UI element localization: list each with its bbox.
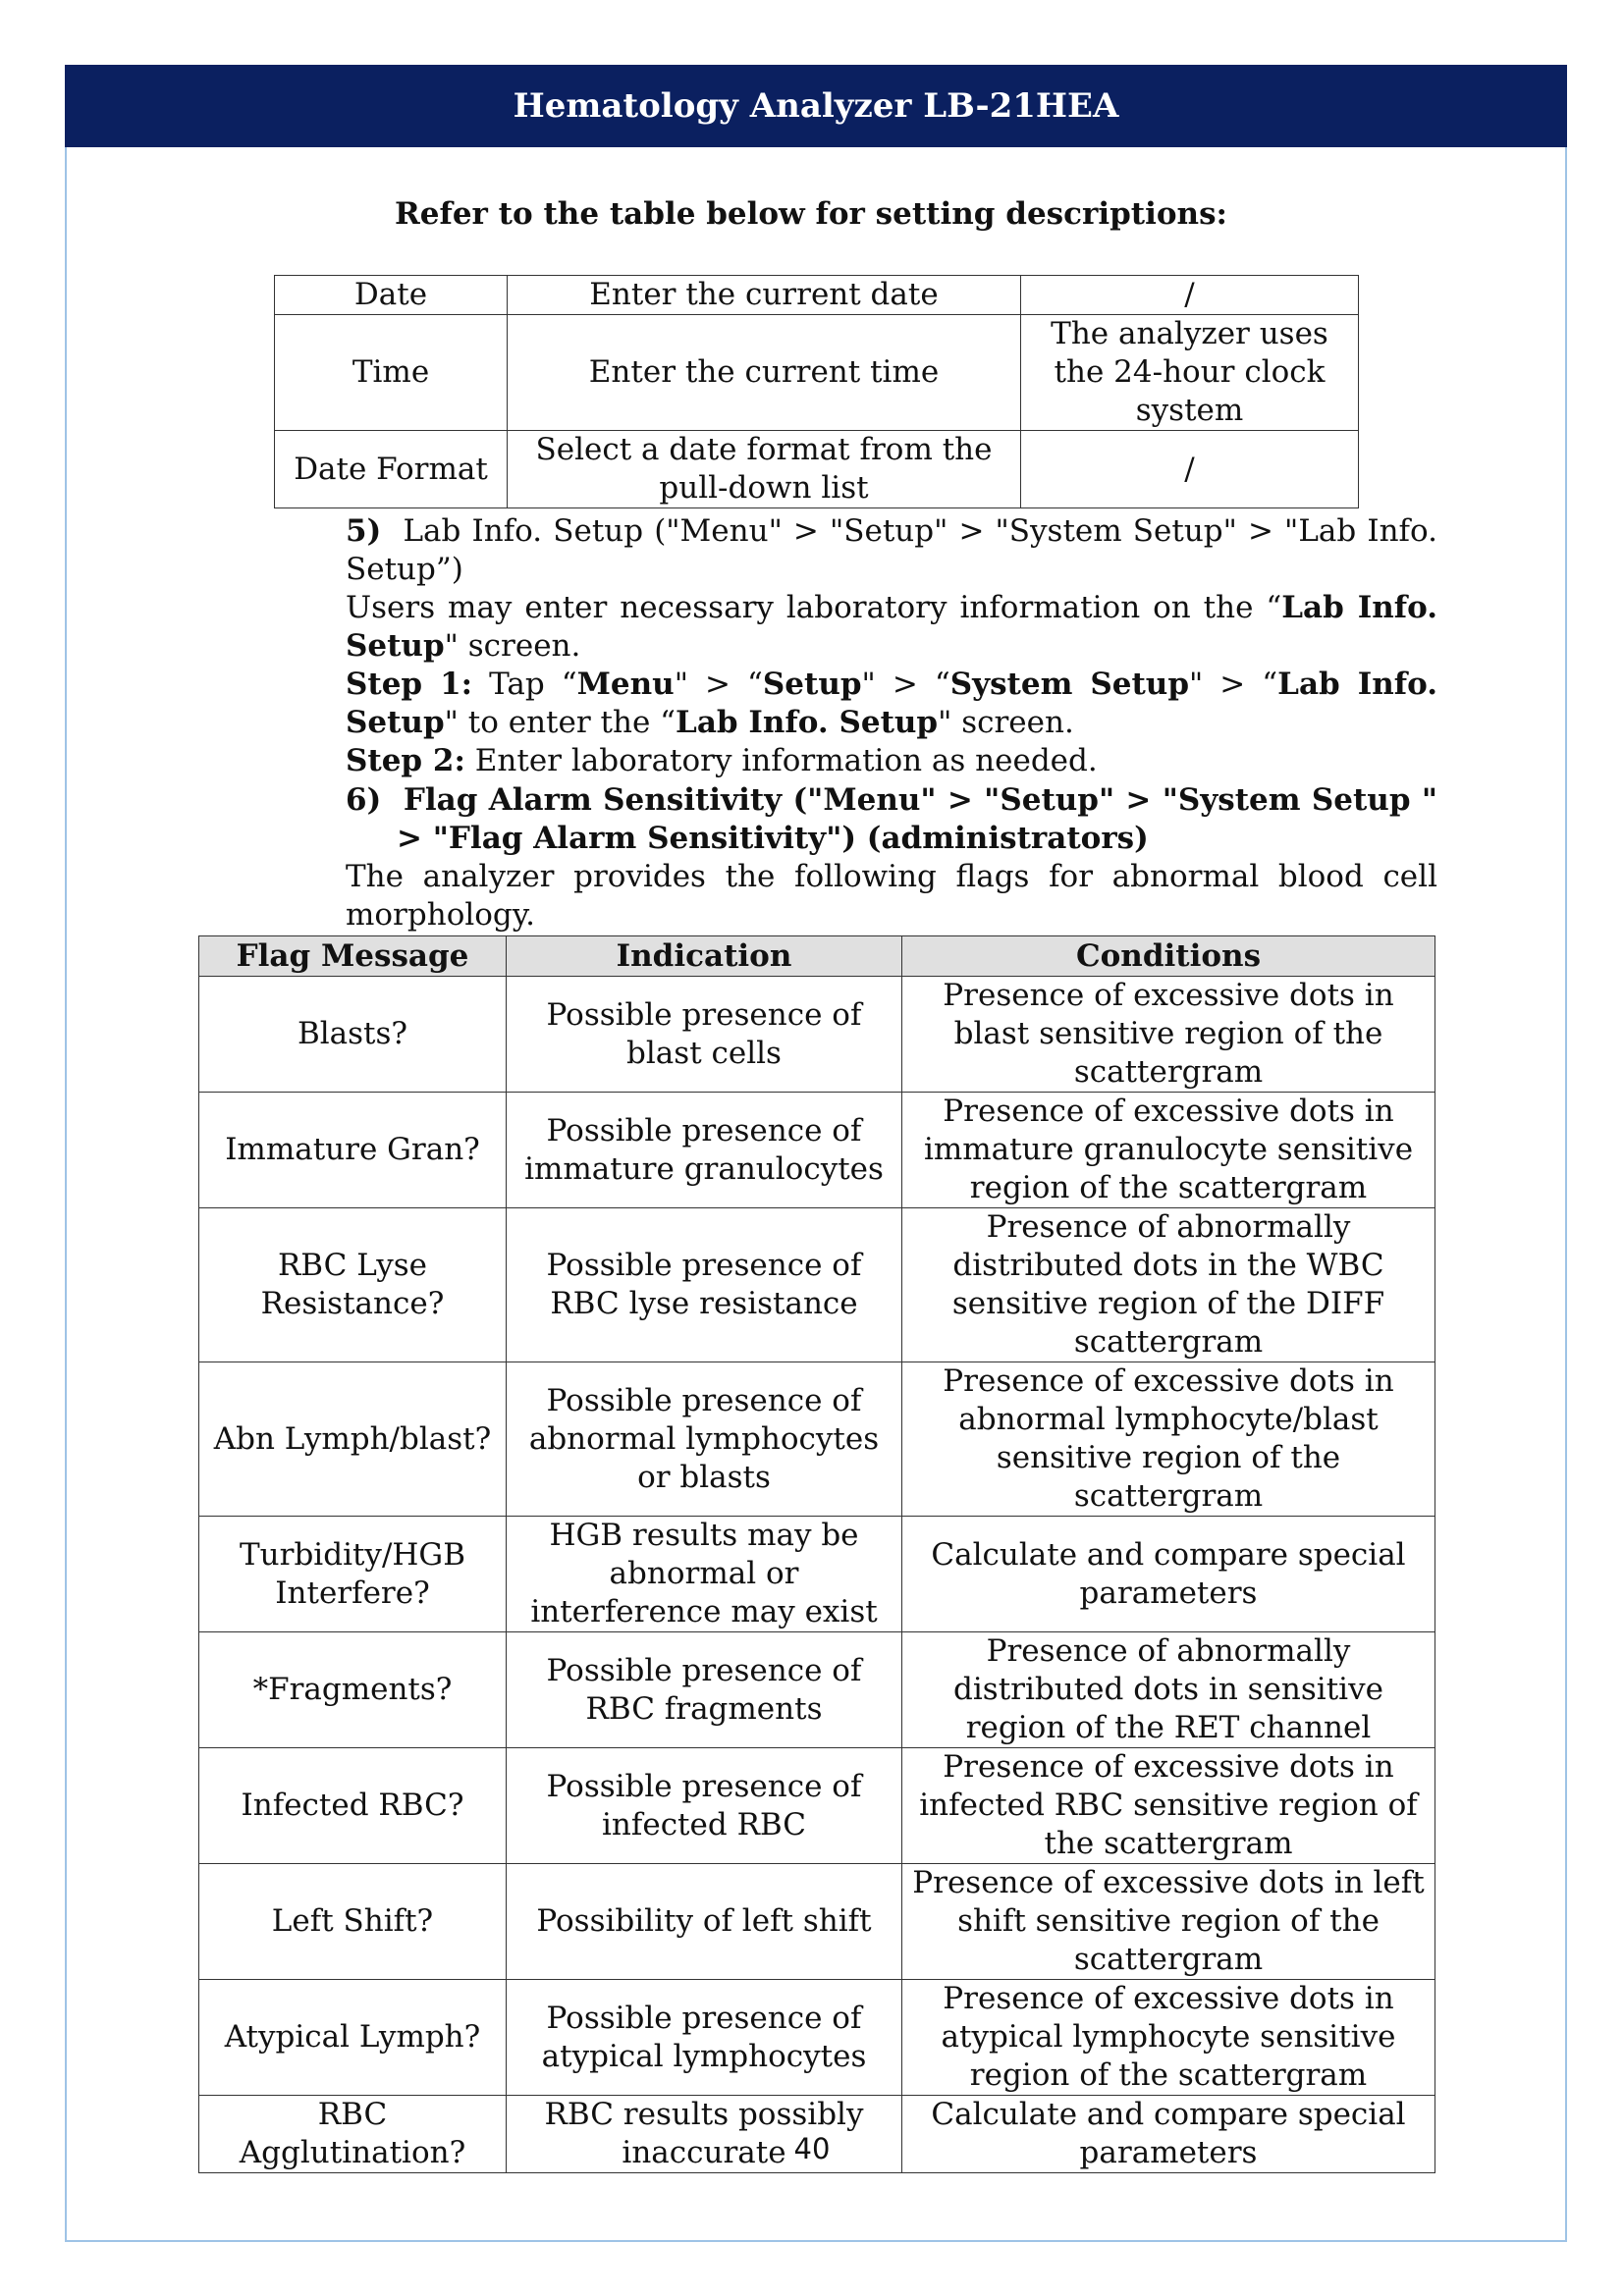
column-header: Indication <box>507 936 902 977</box>
table-row <box>199 1517 1435 1632</box>
table-cell: Possible presence of abnormal lymphocytes or blasts <box>507 1362 902 1517</box>
section-5-paragraph: Users may enter necessary laboratory information on the “Lab Info. Setup" screen. <box>346 590 1437 664</box>
section-5-heading: 5) Lab Info. Setup ("Menu" > "Setup" > "System Setup" > "Lab Info. Setup”) <box>346 513 1437 587</box>
page-number: 40 <box>793 2132 831 2165</box>
table-cell: Select a date format from the pull-down list <box>508 431 1021 508</box>
table-cell: Possible presence of infected RBC <box>507 1748 902 1864</box>
table-cell: Calculate and compare special parameters <box>902 2096 1435 2173</box>
table-row <box>199 1208 1435 1362</box>
table-cell: Possible presence of blast cells <box>507 977 902 1093</box>
table-cell: RBC Agglutination? <box>199 2096 507 2173</box>
step-1: Step 1: Tap “Menu" > “Setup" > “System Setup" > “Lab Info. Setup" to enter the “Lab Info. Setup" screen. <box>346 667 1438 740</box>
table-cell: Date <box>275 276 508 315</box>
table-row <box>199 1362 1435 1517</box>
table-cell: Atypical Lymph? <box>199 1980 507 2096</box>
table-cell: HGB results may be abnormal or interference may exist <box>507 1517 902 1632</box>
table-cell: Immature Gran? <box>199 1093 507 1208</box>
table-row <box>275 276 1359 315</box>
page-header <box>65 65 1567 147</box>
table-cell: / <box>1021 431 1359 508</box>
table-cell: Abn Lymph/blast? <box>199 1362 507 1517</box>
table-cell: RBC results possibly inaccurate <box>507 2096 902 2173</box>
table-cell: Left Shift? <box>199 1864 507 1980</box>
table-cell: Possible presence of RBC lyse resistance <box>507 1208 902 1362</box>
table-cell: RBC Lyse Resistance? <box>199 1208 507 1362</box>
table-cell: / <box>1021 276 1359 315</box>
table-cell: Enter the current date <box>508 276 1021 315</box>
table-row <box>199 1748 1435 1864</box>
table-row <box>199 1632 1435 1748</box>
table-cell: Presence of excessive dots in left shift sensitive region of the scattergram <box>902 1864 1435 1980</box>
table-cell: Possible presence of RBC fragments <box>507 1632 902 1748</box>
table-cell: Enter the current time <box>508 315 1021 431</box>
table-row <box>199 977 1435 1093</box>
table-cell: Presence of excessive dots in atypical lymphocyte sensitive region of the scattergram <box>902 1980 1435 2096</box>
table-cell: Possibility of left shift <box>507 1864 902 1980</box>
header-title: Hematology Analyzer LB-21HEA <box>513 86 1119 126</box>
table-row <box>199 1864 1435 1980</box>
section-6 <box>346 781 1437 934</box>
table-cell: The analyzer uses the 24-hour clock system <box>1021 315 1359 431</box>
table-cell: Presence of abnormally distributed dots in sensitive region of the RET channel <box>902 1632 1435 1748</box>
table-cell: Presence of excessive dots in immature granulocyte sensitive region of the scattergram <box>902 1093 1435 1208</box>
column-header: Conditions <box>902 936 1435 977</box>
section-6-paragraph: The analyzer provides the following flags for abnormal blood cell morphology. <box>346 859 1437 933</box>
table-cell: Blasts? <box>199 977 507 1093</box>
intro-text: Refer to the table below for setting descriptions: <box>395 196 1227 232</box>
table-cell: Calculate and compare special parameters <box>902 1517 1435 1632</box>
table-cell: Possible presence of immature granulocytes <box>507 1093 902 1208</box>
table-cell: Presence of excessive dots in infected RBC sensitive region of the scattergram <box>902 1748 1435 1864</box>
step-2: Step 2: Enter laboratory information as needed. <box>346 743 1098 778</box>
table-cell: Presence of excessive dots in abnormal lymphocyte/blast sensitive region of the scattergram <box>902 1362 1435 1517</box>
table-cell: Possible presence of atypical lymphocytes <box>507 1980 902 2096</box>
flag-table <box>198 935 1435 2173</box>
settings-table <box>274 275 1359 508</box>
table-row <box>275 315 1359 431</box>
section-6-heading: 6) Flag Alarm Sensitivity ("Menu" > "Setup" > "System Setup " > "Flag Alarm Sensitivity") (administrators) <box>346 782 1437 856</box>
table-cell: Turbidity/HGB Interfere? <box>199 1517 507 1632</box>
table-cell: Infected RBC? <box>199 1748 507 1864</box>
table-row <box>275 431 1359 508</box>
table-row <box>199 1980 1435 2096</box>
table-cell: Time <box>275 315 508 431</box>
section-5 <box>346 512 1437 780</box>
table-cell: Presence of abnormally distributed dots in the WBC sensitive region of the DIFF scattergram <box>902 1208 1435 1362</box>
column-header: Flag Message <box>199 936 507 977</box>
table-row <box>199 1093 1435 1208</box>
table-header-row <box>199 936 1435 977</box>
table-cell: Presence of excessive dots in blast sensitive region of the scattergram <box>902 977 1435 1093</box>
table-cell: Date Format <box>275 431 508 508</box>
table-cell: *Fragments? <box>199 1632 507 1748</box>
